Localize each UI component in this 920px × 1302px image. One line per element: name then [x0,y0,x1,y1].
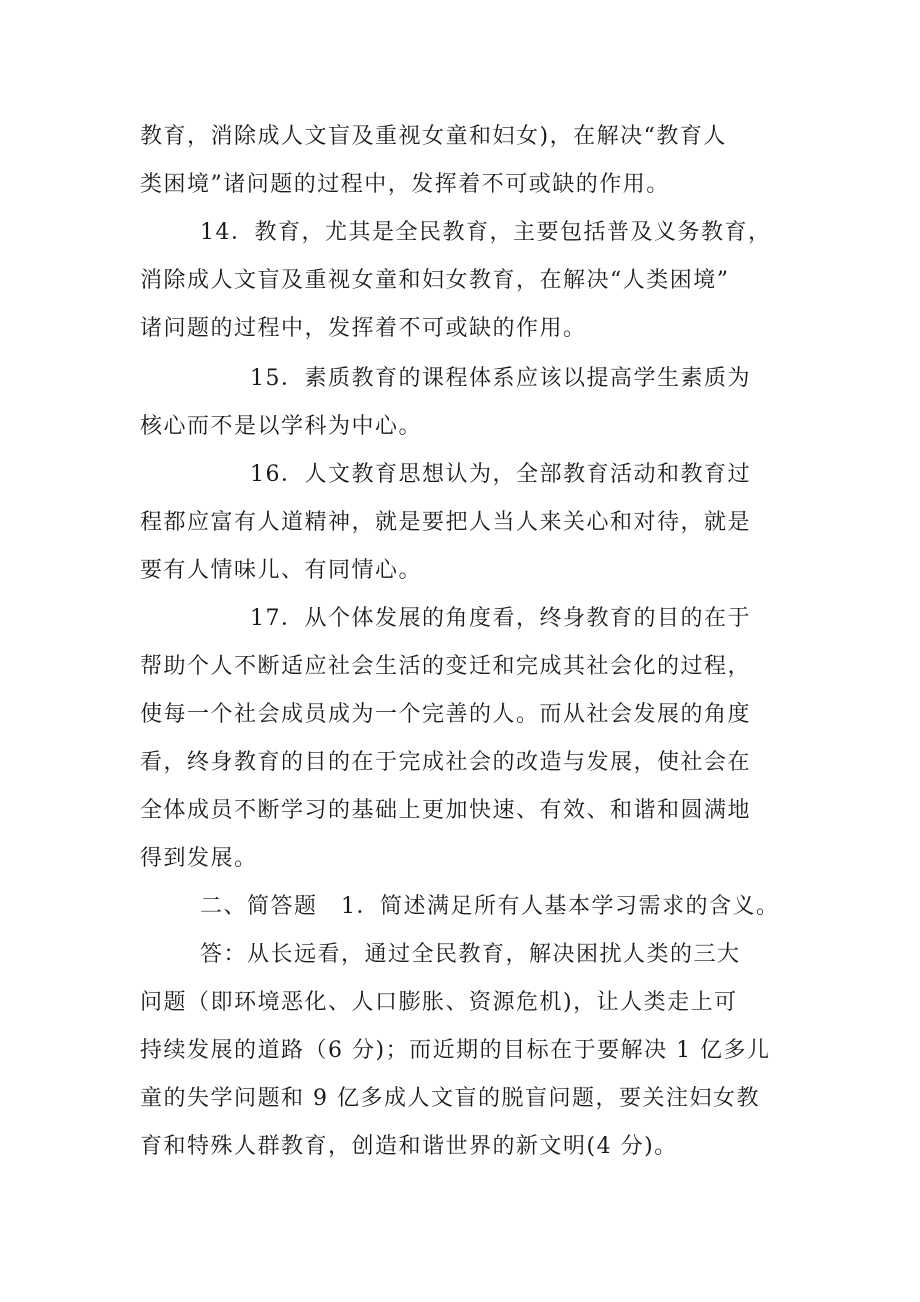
text-line: 全体成员不断学习的基础上更加快速、有效、和谐和圆满地 [140,798,752,823]
item-14-line: 14．教育，尤其是全民教育，主要包括普及义务教育， [200,220,772,245]
answer-line: 答：从长远看，通过全民教育，解决困扰人类的三大 [200,942,741,967]
text-line: 要有人情味儿、有同情心。 [140,558,423,583]
section-heading: 二、简答题 1．简述满足所有人基本学习需求的含义。 [200,894,780,919]
text-line: 童的失学问题和 9 亿多成人文盲的脱盲问题，要关注妇女教 [140,1086,760,1111]
item-15-line: 15．素质教育的课程体系应该以提高学生素质为 [250,366,751,391]
text-line: 类困境”诸问题的过程中，发挥着不可或缺的作用。 [140,172,670,197]
text-line: 持续发展的道路（6 分)；而近期的目标在于要解决 1 亿多儿 [140,1038,771,1063]
text-line: 消除成人文盲及重视女童和妇女教育，在解决“人类困境” [140,268,730,293]
item-17-line: 17．从个体发展的角度看，终身教育的目的在于 [250,606,751,631]
text-line: 教育，消除成人文盲及重视女童和妇女)，在解决“教育人 [140,124,727,149]
text-line: 程都应富有人道精神，就是要把人当人来关心和对待，就是 [140,510,752,535]
item-16-line: 16．人文教育思想认为，全部教育活动和教育过 [250,462,751,487]
text-line: 育和特殊人群教育，创造和谐世界的新文明(4 分)。 [140,1134,678,1159]
text-line: 问题（即环境恶化、人口膨胀、资源危机)，让人类走上可 [140,990,738,1015]
text-line: 核心而不是以学科为中心。 [140,414,423,439]
text-line: 使每一个社会成员成为一个完善的人。而从社会发展的角度 [140,702,752,727]
text-line: 看，终身教育的目的在于完成社会的改造与发展，使社会在 [140,750,752,775]
text-line: 诸问题的过程中，发挥着不可或缺的作用。 [140,316,587,341]
text-line: 帮助个人不断适应社会生活的变迁和完成其社会化的过程， [140,654,752,679]
text-line: 得到发展。 [140,846,258,871]
